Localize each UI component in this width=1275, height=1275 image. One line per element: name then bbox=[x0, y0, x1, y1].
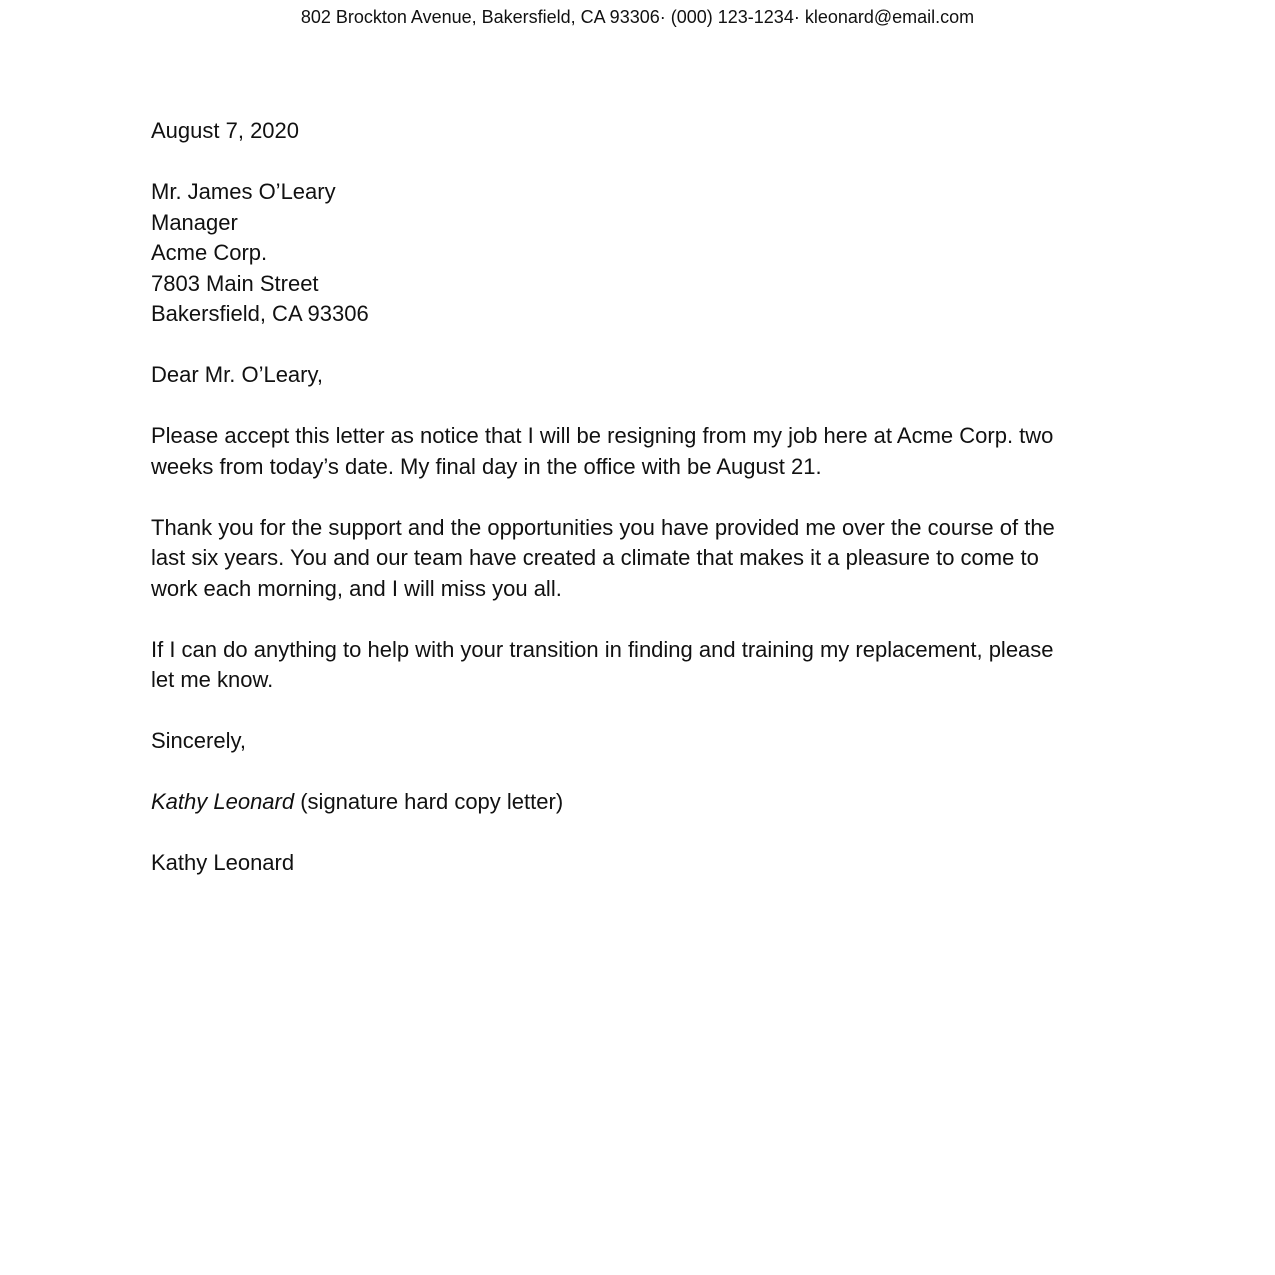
paragraph-line: weeks from today’s date. My final day in the office with be August 21. bbox=[151, 453, 822, 479]
salutation-text: Dear Mr. O’Leary, bbox=[151, 362, 323, 387]
recipient-address bbox=[151, 177, 1111, 330]
recipient-name: Mr. James O’Leary bbox=[151, 179, 336, 204]
signature-note: (signature hard copy letter) bbox=[300, 789, 564, 814]
paragraph-line: last six years. You and our team have created a climate that makes it a pleasure to come to bbox=[151, 545, 1039, 570]
spacer bbox=[151, 391, 1111, 422]
paragraph-thanks bbox=[151, 513, 1111, 605]
header-contact-line: 802 Brockton Avenue, Bakersfield, CA 93306· (000) 123-1234· kleonard@email.com bbox=[300, 7, 975, 27]
paragraph-transition-offer bbox=[151, 635, 1111, 696]
spacer bbox=[151, 482, 1111, 513]
recipient-city-state-zip: Bakersfield, CA 93306 bbox=[151, 301, 369, 326]
spacer bbox=[151, 330, 1111, 361]
signature-row bbox=[151, 787, 1111, 818]
spacer bbox=[151, 147, 1111, 178]
paragraph-line: Thank you for the support and the opportunities you have provided me over the course of the bbox=[151, 514, 1055, 540]
letter-date bbox=[151, 116, 1111, 147]
letter-body bbox=[151, 116, 1111, 879]
recipient-street: 7803 Main Street bbox=[151, 270, 319, 296]
salutation bbox=[151, 360, 1111, 391]
closing bbox=[151, 726, 1111, 757]
recipient-company: Acme Corp. bbox=[151, 240, 268, 265]
spacer bbox=[151, 757, 1111, 788]
paragraph-line: If I can do anything to help with your transition in finding and training my replacement, please bbox=[151, 636, 1054, 662]
spacer bbox=[151, 696, 1111, 727]
paragraph-line: Please accept this letter as notice that I will be resigning from my job here at Acme Corp. two bbox=[151, 423, 1054, 448]
recipient-title: Manager bbox=[151, 209, 238, 235]
typed-name-text: Kathy Leonard bbox=[151, 850, 295, 875]
signature-line bbox=[151, 787, 1111, 818]
date-text: August 7, 2020 bbox=[151, 118, 300, 143]
signature-italic-name: Kathy Leonard bbox=[151, 789, 295, 814]
typed-name bbox=[151, 848, 1111, 879]
closing-text: Sincerely, bbox=[151, 728, 246, 753]
paragraph-resignation-notice bbox=[151, 421, 1111, 482]
spacer bbox=[151, 818, 1111, 849]
paragraph-line: let me know. bbox=[151, 667, 274, 692]
paragraph-line: work each morning, and I will miss you all. bbox=[151, 575, 562, 601]
spacer bbox=[151, 604, 1111, 635]
